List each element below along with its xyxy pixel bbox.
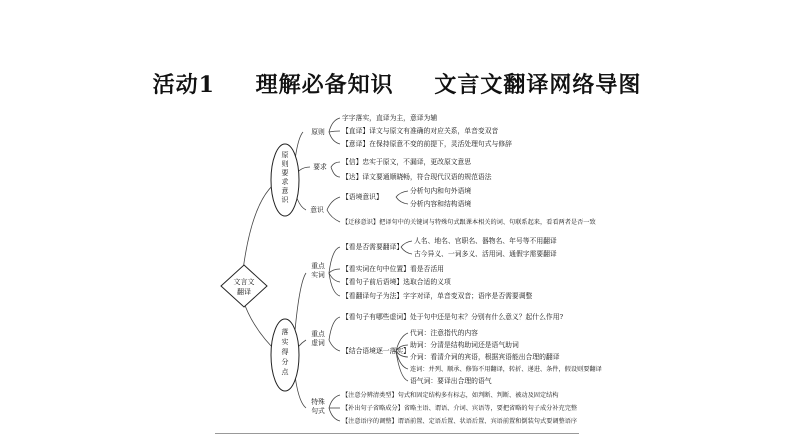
svg-text:要: 要 <box>281 169 289 177</box>
node-yaoqiu: 要求 <box>313 163 327 171</box>
svg-text:实词: 实词 <box>311 271 325 279</box>
svg-text:实: 实 <box>281 338 289 346</box>
svg-text:求: 求 <box>281 178 289 186</box>
node-yishi: 意识 <box>310 206 324 214</box>
svg-text:意: 意 <box>281 187 289 195</box>
shici-item-1: 【看实词在句中位置】看是否活用 <box>342 265 444 273</box>
title-activity: 活动1 <box>152 72 215 98</box>
teshu-item-1: 【注意分辨清类型】句式和固定结构多有标志，如判断、判断、被动及固定结构 <box>342 392 559 399</box>
svg-text:识: 识 <box>281 196 289 204</box>
yujing-item-2: 分析内容和结构语境 <box>410 200 472 208</box>
xuci-jiehe: 【结合语境逐一落实】 <box>342 347 410 355</box>
yuanze-item-3: 【意译】在保持原意不变的前提下，灵活处理句式与修辞 <box>342 140 512 148</box>
svg-text:句式: 句式 <box>311 407 325 415</box>
svg-text:重点: 重点 <box>311 330 325 338</box>
svg-text:得: 得 <box>281 348 289 356</box>
root-node <box>221 265 267 307</box>
title-subject: 理解必备知识 <box>255 72 394 98</box>
svg-text:虚词: 虚词 <box>311 339 325 347</box>
teshu-item-2: 【补出句子省略成分】省略主语、谓语、介词、宾语等，要把省略的句子成分补充完整 <box>342 405 578 412</box>
svg-text:则: 则 <box>281 160 289 168</box>
yishi-qianyi: 【迁移意识】把译句中的关键词与特殊句式跟课本相关的词、句联系起来，看看两者是否一致 <box>342 219 596 226</box>
root-label-2: 翻译 <box>237 288 251 296</box>
shici-item-2: 【看句子前后语境】选取合适的义项 <box>342 278 451 286</box>
xuci-jiehe-item-1: 代词：注意指代的内容 <box>410 329 478 337</box>
yuanze-item-1: 字字落实，直译为主，意译为辅 <box>342 114 438 122</box>
yujing-item-1: 分析句内和句外语境 <box>410 187 472 195</box>
root-label-1: 文言文 <box>233 278 255 286</box>
teshu-item-3: 【注意语序的调整】谓语前置、定语后置、状语后置、宾语前置和倒装句式要调整语序 <box>342 418 578 425</box>
svg-text:落: 落 <box>281 328 289 336</box>
xuci-jiehe-item-3: 介词：看清介词的宾语，根据宾语能出合理的翻译 <box>410 353 560 361</box>
xuci-jiehe-item-5: 语气词：要译出合理的语气 <box>410 377 492 385</box>
yishi-yujing: 【语境意识】 <box>342 193 383 201</box>
shici-xumi-item-1: 人名、地名、官职名、器物名、年号等不用翻译 <box>414 237 557 245</box>
shici-xumi-item-2: 古今异义、一词多义、活用词、通假字需要翻译 <box>414 250 557 258</box>
xuci-jiehe-item-2: 助词：分清是结构助词还是语气助词 <box>410 341 519 349</box>
yaoqiu-item-2: 【达】译文要通顺晓畅，符合现代汉语的规范语法 <box>342 173 492 181</box>
shici-item-3: 【看翻译句子为法】字字对译，单音变双音；语序是否需要调整 <box>342 292 533 300</box>
yuanze-item-2: 【直译】译文与原文有准确的对应关系，单音变双音 <box>342 127 499 135</box>
title-topic: 文言文翻译网络导图 <box>434 72 642 98</box>
xuci-jiehe-item-4: 连词：并列、顺承、修饰不用翻译，转折、递进、条件，假设则要翻译 <box>410 366 602 373</box>
yaoqiu-item-1: 【信】忠实于原文，不漏译，更改原文意思 <box>342 158 472 166</box>
shici-xumi: 【看是否需要翻译】 <box>342 243 404 251</box>
svg-text:原: 原 <box>281 151 289 159</box>
bottom-divider <box>215 433 579 434</box>
node-yuanze: 原则 <box>311 128 325 136</box>
svg-text:特殊: 特殊 <box>311 398 325 406</box>
svg-text:重点: 重点 <box>311 262 325 270</box>
svg-text:点: 点 <box>281 368 289 376</box>
xuci-item-1: 【看句子有哪些虚词】处于句中还是句末？分别有什么意义？起什么作用? <box>342 313 564 321</box>
svg-text:分: 分 <box>281 358 289 366</box>
